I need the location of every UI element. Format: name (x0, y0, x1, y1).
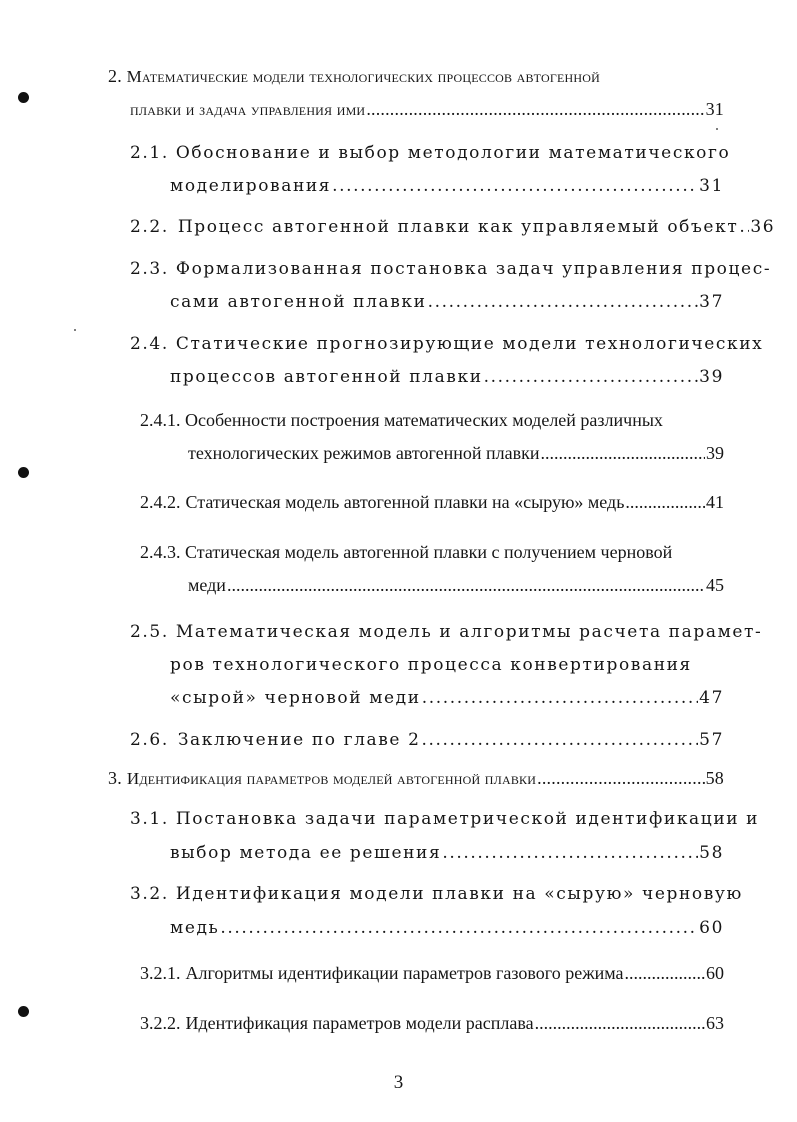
toc-section-number: 2.1. (130, 143, 169, 163)
toc-section-title: Заключение по главе 2 (177, 730, 421, 750)
dot-leader (537, 768, 704, 789)
toc-subsection-title-cont: технологических режимов автогенной плавки (188, 443, 540, 463)
toc-subsection-number: 2.4.2. (140, 492, 181, 512)
toc-section-title: Математическая модель и алгоритмы расчета парамет- (175, 622, 763, 642)
toc-subsection-2-4-2[interactable] (140, 492, 724, 513)
toc-page-number: 39 (699, 367, 724, 387)
toc-page-number: 45 (706, 575, 724, 595)
toc-subsection-2-4-1-line2[interactable] (188, 443, 724, 464)
toc-section-3-1-line2[interactable] (170, 843, 724, 863)
toc-subsection-3-2-1[interactable] (140, 963, 724, 984)
toc-subsection-number: 3.2.2. (140, 1013, 181, 1033)
toc-chapter-2-title: Математические модели технологических процессов автогенной (126, 67, 600, 86)
toc-section-title: Процесс автогенной плавки как управляемый объект (177, 217, 739, 237)
toc-subsection-2-4-3-line1[interactable] (140, 542, 672, 563)
toc-section-number: 2.2. (130, 217, 169, 237)
toc-chapter-2-number: 2. (108, 66, 122, 86)
toc-section-title: Формализованная постановка задач управления процес- (175, 259, 772, 279)
toc-section-number: 2.4. (130, 334, 169, 354)
toc-section-title: Обоснование и выбор методологии математического (175, 143, 731, 163)
toc-section-number: 2.6. (130, 730, 169, 750)
toc-section-title-cont: моделирования (170, 176, 332, 196)
toc-section-title: Постановка задачи параметрической идентификации и (175, 809, 760, 829)
toc-page-number: 63 (706, 1013, 724, 1033)
toc-subsection-number: 3.2.1. (140, 963, 181, 983)
dot-leader (535, 1013, 705, 1034)
dot-leader (332, 176, 698, 196)
toc-subsection-title-cont: меди (188, 575, 226, 595)
toc-section-number: 2.5. (130, 622, 169, 642)
toc-section-3-2-line2[interactable] (170, 918, 724, 938)
toc-section-2-4-line1[interactable] (130, 334, 763, 354)
dot-leader (442, 843, 698, 863)
punch-hole-bottom (18, 1006, 29, 1017)
toc-section-title-cont: «сырой» черновой меди (170, 688, 421, 708)
toc-subsection-title: Статическая модель автогенной плавки на «сырую» медь (185, 492, 625, 512)
dot-leader (227, 575, 705, 596)
toc-page-number: 39 (706, 443, 724, 463)
toc-subsection-2-4-3-line2[interactable] (188, 575, 724, 596)
toc-section-number: 2.3. (130, 259, 169, 279)
toc-section-title-cont: ров технологического процесса конвертирования (170, 655, 692, 675)
toc-section-2-3-line2[interactable] (170, 292, 724, 312)
toc-section-2-1-line1[interactable] (130, 143, 730, 163)
toc-section-number: 3.2. (130, 884, 169, 904)
toc-section-2-4-line2[interactable] (170, 367, 724, 387)
toc-section-2-5-line1[interactable] (130, 622, 762, 642)
toc-section-number: 3.1. (130, 809, 169, 829)
dot-leader (220, 918, 698, 938)
toc-page-number: 58 (699, 843, 724, 863)
toc-section-title: Статические прогнозирующие модели технологических (175, 334, 764, 354)
punch-hole-middle (18, 467, 29, 478)
toc-page-number: 41 (706, 492, 724, 512)
toc-page-number: 57 (699, 730, 724, 750)
toc-section-2-5-line2[interactable] (170, 655, 692, 675)
toc-subsection-title: Особенности построения математических моделей различных (185, 410, 663, 430)
toc-chapter-3-number: 3. (108, 768, 122, 788)
toc-chapter-3-title: Идентификация параметров моделей автогенной плавки (126, 769, 537, 788)
dot-leader (484, 367, 699, 387)
scan-speck (716, 128, 718, 130)
toc-section-2-2[interactable] (130, 217, 776, 237)
toc-page-number: 60 (706, 963, 724, 983)
toc-section-2-5-line3[interactable] (170, 688, 724, 708)
dot-leader (428, 292, 699, 312)
toc-chapter-2-line1 (108, 66, 600, 87)
dot-leader (421, 730, 698, 750)
toc-subsection-number: 2.4.3. (140, 542, 181, 562)
dot-leader (625, 963, 705, 984)
toc-subsection-number: 2.4.1. (140, 410, 181, 430)
toc-section-title-cont: выбор метода ее решения (170, 843, 442, 863)
toc-subsection-3-2-2[interactable] (140, 1013, 724, 1034)
toc-chapter-2-title-cont: плавки и задача управления ими (130, 100, 366, 119)
toc-page-number: 37 (699, 292, 724, 312)
dot-leader (422, 688, 698, 708)
toc-page-number: 60 (699, 918, 724, 938)
toc-section-3-1-line1[interactable] (130, 809, 759, 829)
toc-subsection-2-4-1-line1[interactable] (140, 410, 663, 431)
page-number: 3 (393, 1072, 404, 1093)
toc-section-title-cont: медь (170, 918, 220, 938)
toc-page-number: 31 (699, 176, 724, 196)
toc-section-3-2-line1[interactable] (130, 884, 743, 904)
toc-section-2-6[interactable] (130, 730, 724, 750)
toc-subsection-title: Статическая модель автогенной плавки с получением черновой (185, 542, 673, 562)
toc-section-title: Идентификация модели плавки на «сырую» черновую (175, 884, 743, 904)
toc-section-title-cont: процессов автогенной плавки (170, 367, 483, 387)
dot-leader (366, 99, 704, 120)
toc-subsection-title: Алгоритмы идентификации параметров газового режима (185, 963, 624, 983)
toc-page-number: 31 (705, 99, 724, 119)
dot-leader (739, 217, 749, 237)
toc-chapter-3[interactable] (108, 768, 724, 789)
punch-hole-top (18, 92, 29, 103)
dot-leader (625, 492, 705, 513)
toc-section-2-3-line1[interactable] (130, 259, 771, 279)
toc-page-number: 58 (705, 768, 724, 788)
toc-subsection-title: Идентификация параметров модели расплава (185, 1013, 534, 1033)
scan-speck (74, 329, 76, 331)
toc-section-2-1-line2[interactable] (170, 176, 724, 196)
toc-page-number: 36 (750, 217, 776, 237)
dot-leader (541, 443, 705, 464)
toc-page-number: 47 (699, 688, 724, 708)
toc-section-title-cont: сами автогенной плавки (170, 292, 427, 312)
toc-chapter-2-line2[interactable] (130, 99, 724, 120)
